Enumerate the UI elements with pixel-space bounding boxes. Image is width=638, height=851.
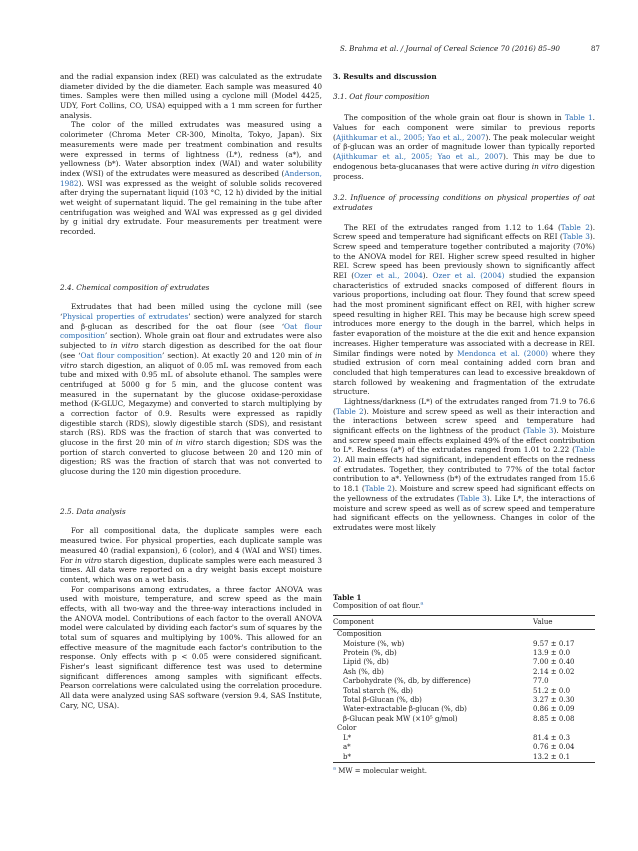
table-row (333, 630, 595, 640)
table-cell-value: 13.2 ± 0.1 (533, 752, 571, 761)
paragraph: The composition of the whole grain oat flour is shown in Table 1. Values for each component were similar to previous reports (Ajithkumar et al., 2005; Yao et al., 2007). The peak molecular weight of β-glucan was an order of magnitude lower than typically reported (Ajithkumar et al., 2005; Yao et al., 2007). This may be due to endogenous beta-glucanases that were active during in vitro digestion process. (333, 113, 596, 181)
table-row (333, 649, 595, 658)
paragraph: For comparisons among extrudates, a three factor ANOVA was used with moisture, temperature, and screw speed as the main effects, with all two-way and the three-way interactions included in the ANOVA model. Contributions of each factor to the overall ANOVA model were calculated by dividing each factor's sum of squares by the total sum of squares and multiplying by 100%. This allowed for an effective measure of the magnitude each factor's contribution to the response. Only effects with p < 0.05 were considered significant. Fisher's least significant difference test was used to determine significant differences among samples with significant effects. Pearson correlations were calculated using the correlation procedure. All data were analyzed using SAS software (version 9.4, SAS Institute, Cary, NC, USA). (60, 584, 322, 710)
table-cell-component: Composition (337, 630, 382, 639)
table-cell-component: Ash (%, db) (343, 667, 384, 676)
journal-citation: S. Brahma et al. / Journal of Cereal Science 70 (2016) 85–90 (339, 44, 560, 53)
table-link[interactable]: Table 2 (333, 445, 595, 465)
paragraph: and the radial expansion index (REI) was calculated as the extrudate diameter divided by the die diameter. Each sample was measured 40 times. Samples were then milled using a cyclone mill (Model 4425, UDY, Fort Collins, CO, USA) equipped with a 1 mm screen for further analysis. (60, 72, 322, 120)
page-number: 87 (590, 44, 600, 53)
table-link[interactable]: Table 2 (364, 484, 392, 494)
table-row (333, 724, 595, 733)
table-cell-component: L* (343, 733, 352, 742)
table-row (333, 668, 595, 677)
table-link[interactable]: Table 3 (459, 493, 487, 503)
table-link[interactable]: Table 2 (335, 406, 364, 416)
table-cell-component: Protein (%, db) (343, 649, 397, 658)
table-row (333, 640, 595, 649)
table-cell-component: β-Glucan peak MW (×10⁵ g/mol) (343, 714, 458, 723)
table-cell-value: 7.00 ± 0.40 (533, 658, 575, 667)
table-cell-component: b* (343, 752, 351, 761)
table-cell-value: 3.27 ± 0.30 (533, 696, 575, 705)
table-body (333, 630, 595, 763)
table-row (333, 753, 595, 763)
table-row (333, 734, 595, 743)
section-link[interactable]: Oat flour composition (60, 321, 322, 341)
column-header-component: Component (333, 617, 374, 626)
citation-link[interactable]: Anderson, 1982 (60, 168, 322, 188)
table-link[interactable]: Table 2 (560, 222, 590, 232)
table-row (333, 715, 595, 724)
citation-link[interactable]: Ajithkumar et al., 2005; Yao et al., 2007 (335, 152, 504, 162)
subsection-heading: 3.2. Influence of processing conditions on physical properties of oat extrudates (333, 193, 595, 212)
citation-link[interactable]: Mendonca et al. (2000) (457, 348, 549, 358)
paragraph: Lightness/darkness (L*) of the extrudates ranged from 71.9 to 76.6 (Table 2). Moisture and screw speed as well as their interaction and the interactions between screw speed and temperature had significant effects on the lightness of the product (Table 3). Moisture and screw speed main effects explained 49% of the effect contribution to L*. Redness (a*) of the extrudates ranged from 1.01 to 2.22 (Table 2). All main effects had significant, independent effects on the redness of extrudates. Together, they contributed to 77% of the total factor contribution to a*. Yellowness (b*) of the extrudates ranged from 15.6 to 18.1 (Table 2). Moisture and screw speed had significant effects on the yellowness of the extrudates (Table 3). Like L*, the interactions of moisture and screw speed as well as of screw speed and temperature had significant effects on the yellowness. Changes in color of the extrudates were most likely (333, 396, 596, 532)
running-header (60, 44, 600, 58)
table-row (333, 705, 595, 714)
table-cell-component: Water-extractable β-glucan (%, db) (343, 705, 467, 714)
section-heading: 2.4. Chemical composition of extrudates (60, 282, 210, 292)
section-link[interactable]: Physical properties of extrudates (62, 312, 189, 322)
table-cell-value: 2.14 ± 0.02 (533, 667, 575, 676)
paragraph: For all compositional data, the duplicate samples were each measured twice. For physical properties, each duplicate sample was measured 40 (radial expansion), 6 (color), and 4 (WAI and WSI) times. For in vitro starch digestion, duplicate samples were each measured 3 times. All data were reported on a dry weight basis except moisture content, which was on a wet basis. (60, 526, 322, 584)
table-caption: Composition of oat flour.$^a$ (333, 601, 424, 611)
table-link[interactable]: Table 3 (525, 426, 554, 435)
table-cell-value: 13.9 ± 0.0 (533, 649, 571, 658)
table-row (333, 677, 595, 686)
paragraph: Extrudates that had been milled using the cyclone mill (see ‘Physical properties of extrudates’ section) were analyzed for starch and β-glucan as described for the oat flour (see ‘Oat flour composition’ section). Whole grain oat flour and extrudates were also subjected to in vitro starch digestion as described for the oat flour (see ‘Oat flour composition’ section). At exactly 20 and 120 min of in vitro starch digestion, an aliquot of 0.05 mL was removed from each tube and mixed with 0.95 mL of absolute ethanol. The samples were centrifuged at 5000 g for 5 min, and the glucose content was measured in the supernatant by the glucose oxidase-peroxidase method (K-GLUC, Megazyme) and converted to starch multiplying by a correction factor of 0.9. Results were expressed as rapidly digestible starch (RDS), slowly digestible starch (SDS), and resistant starch (RS). RDS was the fraction of starch that was converted to glucose in the first 20 min of in vitro starch digestion; SDS was the portion of starch converted to glucose between 20 and 120 min of digestion; RS was the fraction of starch that was not converted to glucose during the 120 min digestion procedure. (60, 302, 323, 477)
table-cell-component: Total β-Glucan (%, db) (343, 696, 422, 705)
table-footnote: $^a$ MW = molecular weight. (333, 765, 427, 775)
right-column (333, 72, 595, 533)
table-cell-component: Total starch (%, db) (343, 686, 413, 695)
table-row (333, 658, 595, 667)
composition-table (333, 615, 595, 763)
left-column (60, 72, 322, 711)
table-cell-component: Color (337, 724, 357, 733)
table-cell-value: 77.0 (533, 677, 549, 686)
table-cell-component: Lipid (%, db) (343, 658, 389, 667)
subsection-heading: 3.1. Oat flour composition (333, 91, 430, 101)
section-heading: 2.5. Data analysis (60, 506, 126, 516)
table-link[interactable]: Table 1 (564, 113, 593, 123)
table-cell-value (533, 630, 595, 640)
table-cell-value: 9.57 ± 0.17 (533, 639, 575, 648)
section-heading: 3. Results and discussion (333, 72, 437, 81)
table-cell-component: Moisture (%, wb) (343, 639, 405, 648)
table-1 (333, 593, 595, 776)
table-label: Table 1 (333, 593, 362, 602)
table-link[interactable]: Table 3 (562, 232, 590, 242)
paragraph: The REI of the extrudates ranged from 1.12 to 1.64 (Table 2). Screw speed and temperature had significant effects on REI (Table 3). Screw speed and temperature together contributed a majority (70%) to the ANOVA model for REI. Higher screw speed resulted in higher REI. Screw speed has been previously shown to significantly affect REI (Ozer et al., 2004). Ozer et al. (2004) studied the expansion characteristics of extruded snacks composed of different flours in various proportions, including oat flour. They found that screw speed had the most prominent significant effect on REI, with higher screw speed resulting in higher REI. This may be because high screw speed introduces more energy to the dough in the barrel, which helps in faster evaporation of the moisture at the die exit and hence expansion increases. Higher temperature was associated with a decrease in REI. Similar findings were noted by Mendonca et al. (2000) where they studied extrusion of corn meal containing added corn bran and concluded that high temperatures can lead to excessive breakdown of starch followed by weakening and fragmentation of the extrudate structure. (333, 222, 596, 397)
table-cell-value: 0.76 ± 0.04 (533, 743, 575, 752)
column-header-value: Value (533, 617, 553, 626)
paragraph: The color of the milled extrudates was measured using a colorimeter (Chroma Meter CR-300, Minolta, Tokyo, Japan). Six measurements were made per treatment combination and results were expressed in terms of lightness (L*), redness (a*), and yellowness (b*). Water absorption index (WAI) and water solubility index (WSI) of the extrudates were measured as described (Anderson, 1982). WSI was expressed as the weight of soluble solids recovered after drying the supernatant liquid (103 °C, 12 h) divided by the initial wet weight of supernatant liquid. The gel remaining in the tube after centrifugation was weighed and WAI was expressed as g gel divided by g initial dry extrudate. Four measurements per treatment were recorded. (60, 120, 322, 236)
citation-link[interactable]: Ozer et al. (2004) (432, 271, 505, 280)
table-cell-value: 8.85 ± 0.08 (533, 714, 575, 723)
table-header-row (333, 615, 595, 629)
footnote-marker: a (333, 765, 336, 772)
citation-link[interactable]: Ajithkumar et al., 2005; Yao et al., 2007 (335, 132, 486, 142)
table-row (333, 687, 595, 696)
table-cell-value: 51.2 ± 0.0 (533, 686, 571, 695)
table-cell-value (533, 724, 595, 733)
table-cell-value: 81.4 ± 0.3 (533, 733, 571, 742)
footnote-marker[interactable]: a (420, 601, 424, 608)
citation-link[interactable]: Ozer et al., 2004 (354, 271, 423, 280)
table-row (333, 743, 595, 752)
table-cell-component: a* (343, 743, 351, 752)
table-cell-component: Carbohydrate (%, db, by difference) (343, 677, 471, 686)
section-link[interactable]: Oat flour composition (80, 350, 163, 360)
table-cell-value: 0.86 ± 0.09 (533, 705, 575, 714)
table-row (333, 696, 595, 705)
